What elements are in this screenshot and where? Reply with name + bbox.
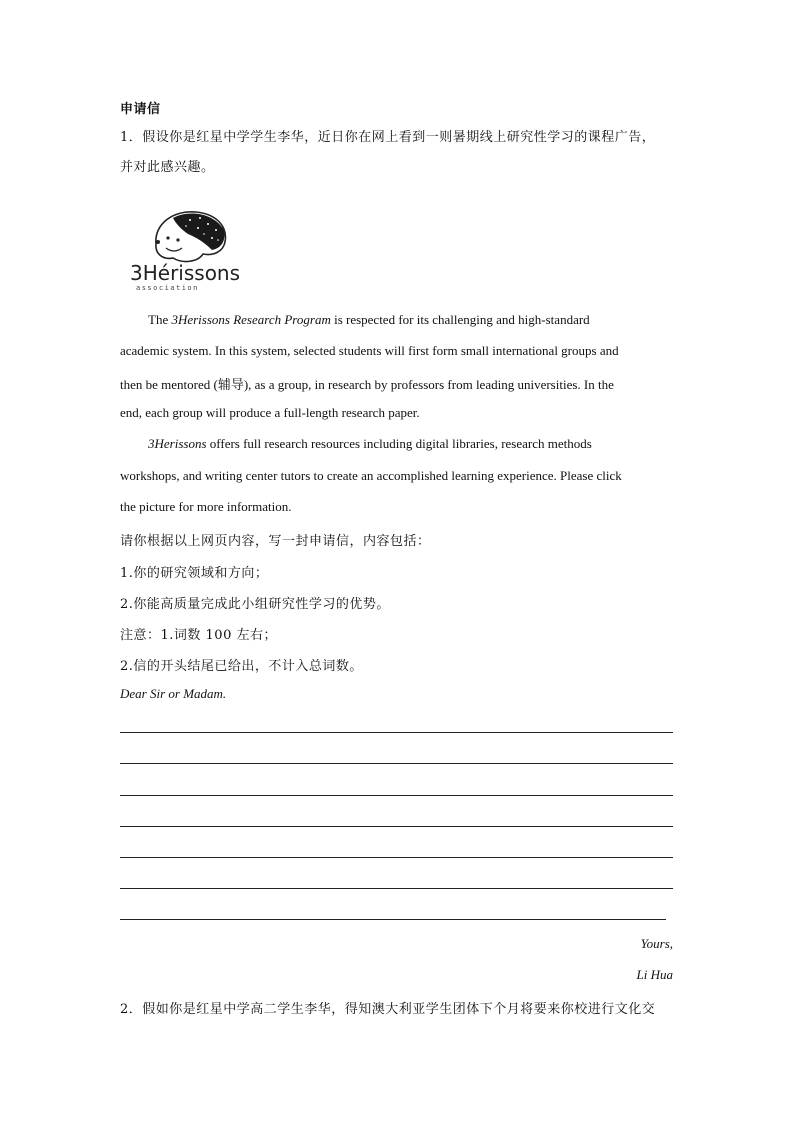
passage-p1-line-3: then be mentored (辅导), as a group, in research by professors from leading universities. In the bbox=[120, 377, 614, 392]
letter-salutation: Dear Sir or Madam. bbox=[120, 686, 227, 701]
passage-p2-line-3: the picture for more information. bbox=[120, 499, 292, 514]
note-1: 注意：1.词数 100 左右； bbox=[120, 628, 277, 643]
writing-line[interactable] bbox=[120, 732, 673, 733]
passage-p1-line-2: academic system. In this system, selected students will first form small international groups and bbox=[120, 343, 619, 358]
passage-text: offers full research resources including digital libraries, research methods bbox=[206, 436, 592, 451]
passage-text: The bbox=[148, 312, 172, 327]
3herissons-logo[interactable] bbox=[128, 204, 263, 292]
passage-text: is respected for its challenging and high-standard bbox=[330, 312, 590, 327]
letter-signature: Li Hua bbox=[636, 967, 673, 982]
logo-subtitle: association bbox=[136, 284, 199, 292]
instruction-point-1: 1.你的研究领域和方向； bbox=[120, 566, 269, 581]
instruction-point-2: 2.你能高质量完成此小组研究性学习的优势。 bbox=[120, 597, 390, 612]
passage-p1-line-4: end, each group will produce a full-length research paper. bbox=[120, 405, 420, 420]
question-1-line-2: 并对此感兴趣。 bbox=[120, 160, 215, 175]
writing-line[interactable] bbox=[120, 919, 666, 920]
program-name: 3Herissons Research Program bbox=[171, 312, 331, 327]
logo-wordmark: 3Hérissons bbox=[130, 261, 241, 285]
passage-p2-line-2: workshops, and writing center tutors to create an accomplished learning experience. Please click bbox=[120, 468, 622, 483]
writing-line[interactable] bbox=[120, 888, 673, 889]
question-1-line-1: 1．假设你是红星中学学生李华，近日你在网上看到一则暑期线上研究性学习的课程广告， bbox=[120, 130, 656, 145]
writing-line[interactable] bbox=[120, 763, 673, 764]
writing-line[interactable] bbox=[120, 795, 673, 796]
brand-name: 3Herissons bbox=[148, 436, 207, 451]
instructions-intro: 请你根据以上网页内容，写一封申请信，内容包括： bbox=[120, 534, 431, 549]
note-2: 2.信的开头结尾已给出，不计入总词数。 bbox=[120, 659, 363, 674]
section-heading: 申请信 bbox=[120, 102, 161, 117]
passage-p1-line-1 bbox=[148, 312, 590, 328]
question-2-line-1: 2．假如你是红星中学高二学生李华，得知澳大利亚学生团体下个月将要来你校进行文化交 bbox=[120, 1002, 656, 1017]
letter-closing: Yours, bbox=[640, 936, 673, 951]
writing-line[interactable] bbox=[120, 826, 673, 827]
writing-line[interactable] bbox=[120, 857, 673, 858]
passage-p2-line-1 bbox=[148, 436, 592, 452]
